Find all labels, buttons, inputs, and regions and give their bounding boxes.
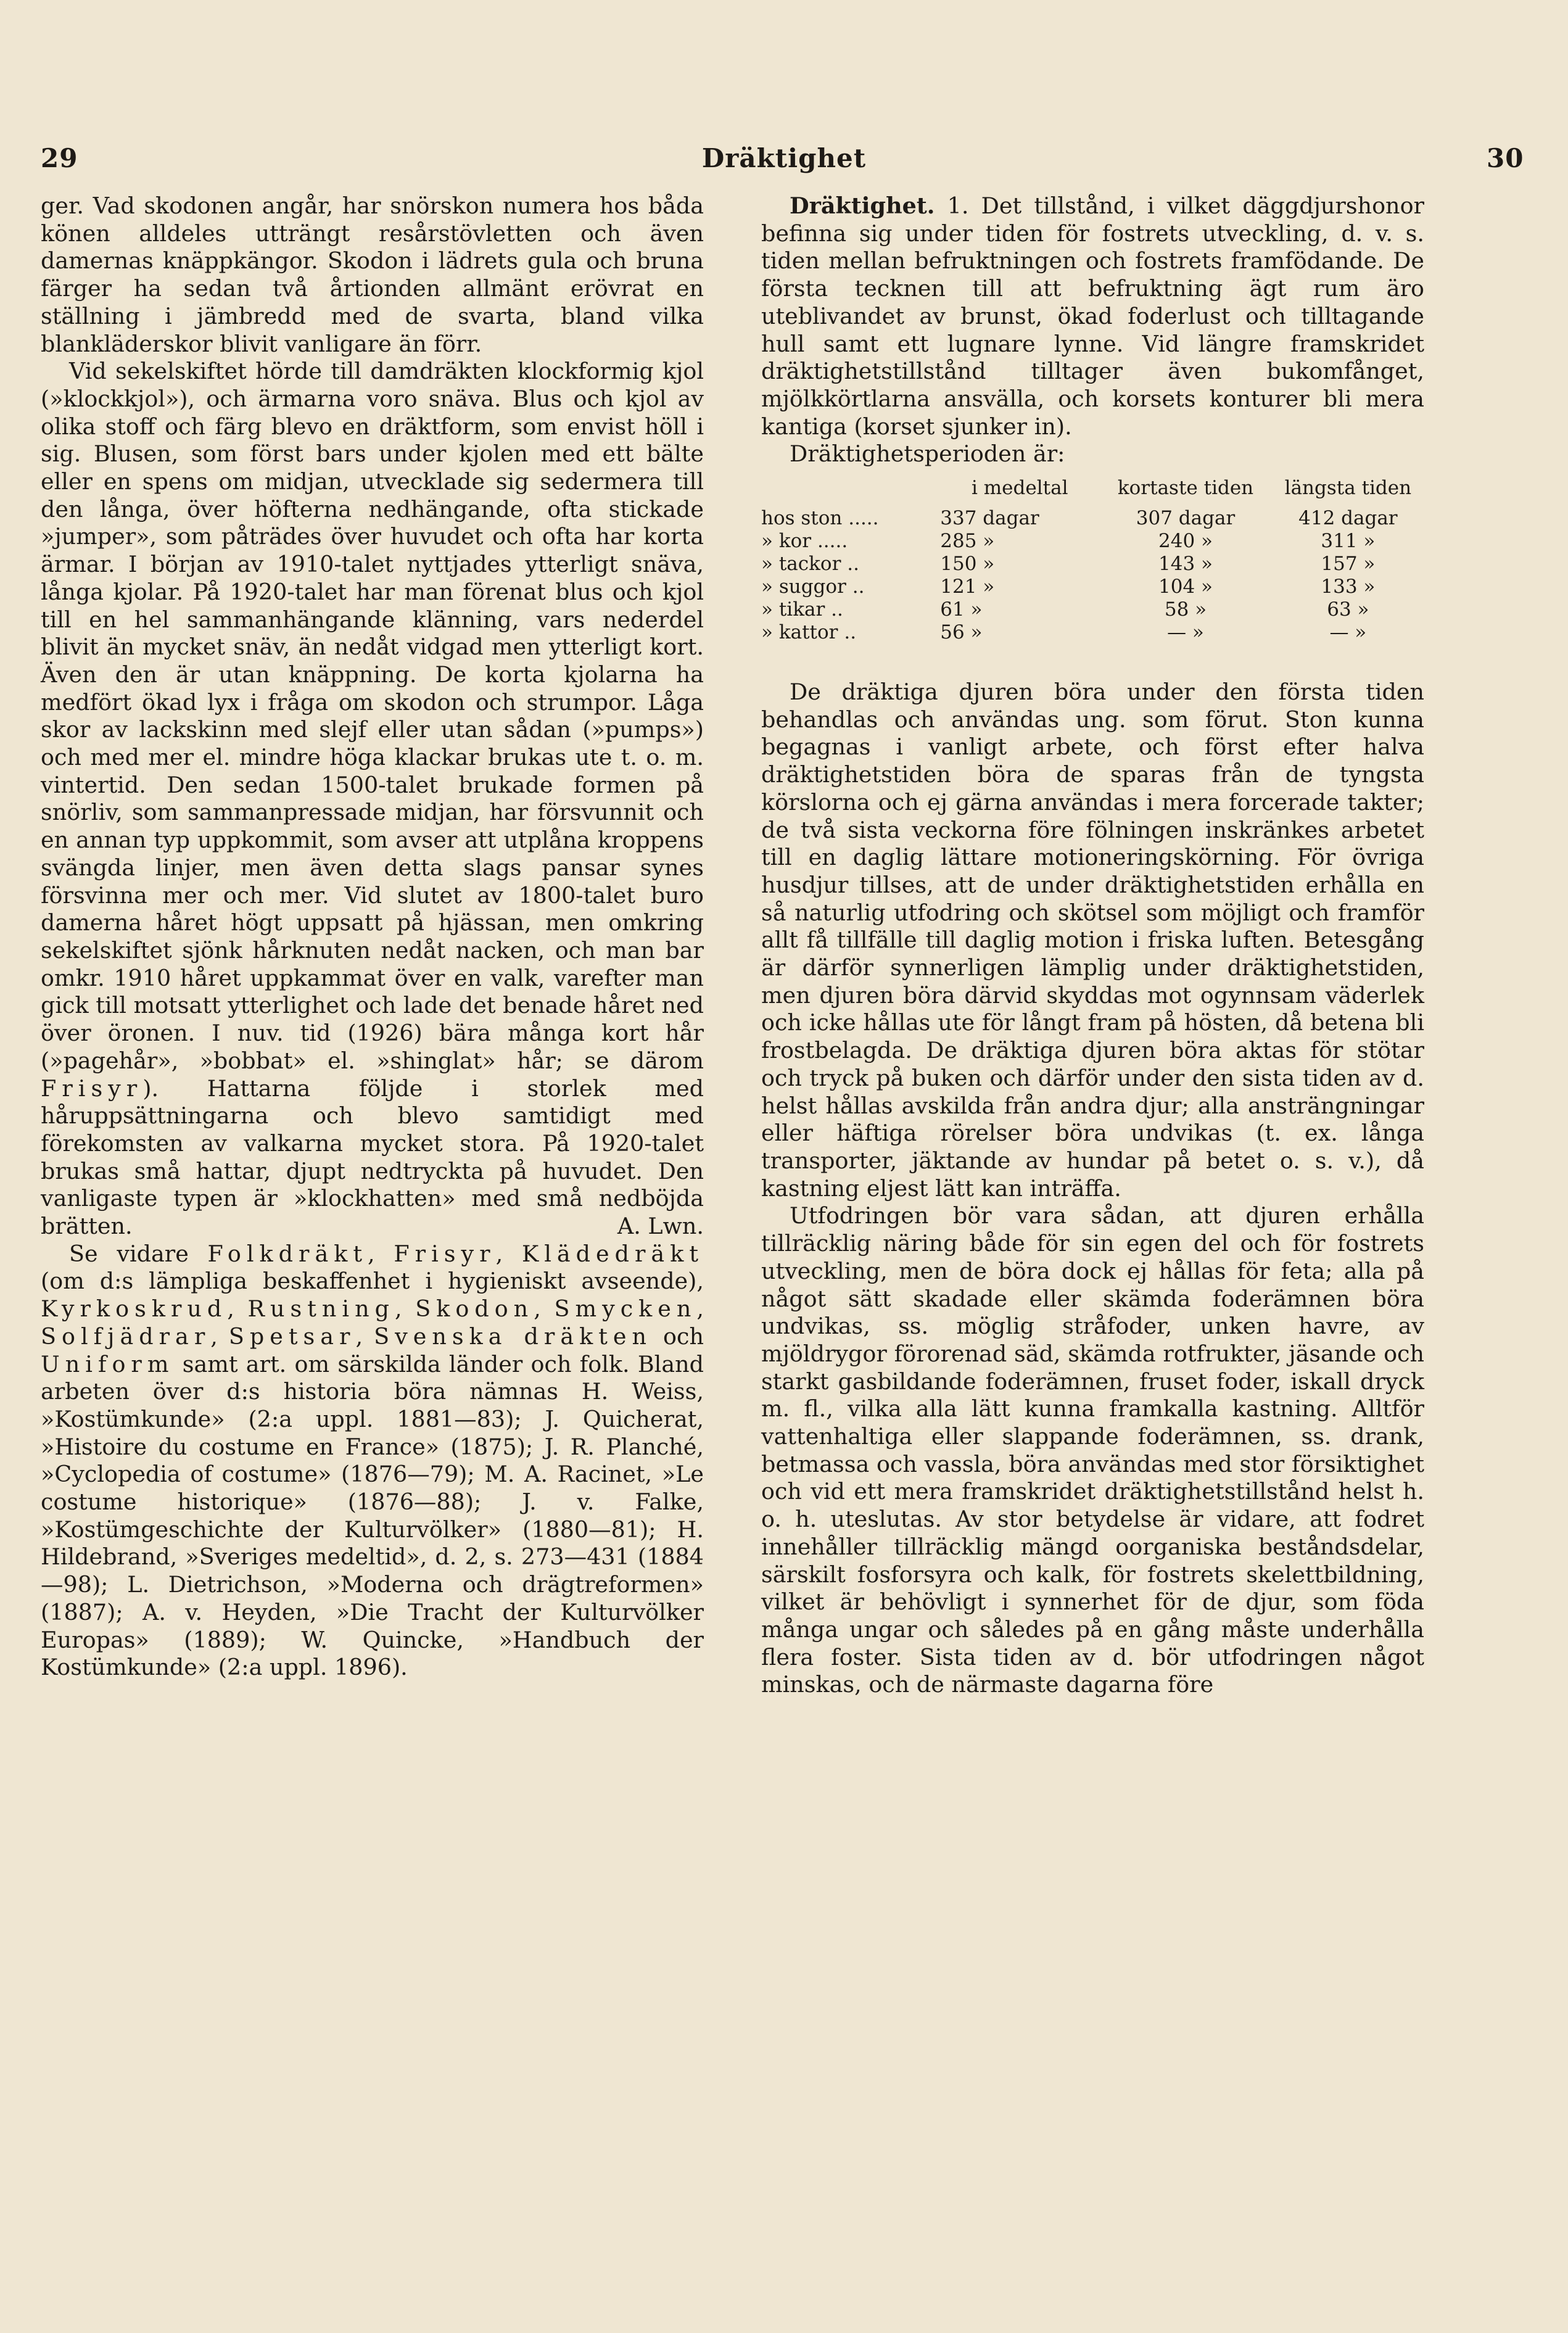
- page-number-left: 29: [41, 143, 78, 173]
- separator: och: [652, 1323, 704, 1350]
- column-header: [761, 477, 940, 507]
- xref-frisyr[interactable]: Frisyr: [394, 1240, 496, 1267]
- animal-cell: » tackor ..: [761, 553, 859, 576]
- mean-cell: 121 »: [940, 576, 995, 598]
- bibliography-text: samt art. om särskilda länder och folk. Bland arbeten över d:s historia böra nämnas H. Weiss, »Kostümkunde» (2:a uppl. 1881—83); J. Quicherat, »Histoire du costume en France» (1875); J. R. Planché, »Cyclopedia of costume» (1876—79); M. A. Racinet, »Le costume historique» (1876—88); J. v. Falke, »Kostümgeschichte der Kulturvölker» (1880—81); H. Hildebrand, »Sveriges medeltid», d. 2, s. 273—431 (1884—98); L. Dietrichson, »Moderna och drägtreformen» (1887); A. v. Heyden, »Die Tracht der Kulturvölker Europas» (1889); W. Quincke, »Handbuch der Kostümkunde» (2:a uppl. 1896).: [41, 1350, 704, 1681]
- min-cell: 104 »: [1158, 576, 1213, 598]
- see-also-note: (om d:s lämpliga beskaffenhet i hygieniskt avseende),: [41, 1268, 704, 1295]
- min-cell: — »: [1167, 621, 1204, 644]
- table-row: [761, 530, 1424, 553]
- left-column: [41, 192, 704, 1682]
- see-also-prefix: Se vidare: [69, 1240, 189, 1267]
- separator: ,: [696, 1295, 704, 1323]
- table-row: [761, 598, 1424, 621]
- separator: ,: [355, 1323, 374, 1350]
- paragraph-text: ). Hattarna följde i storlek med håruppsättningarna och blevo samtidigt med förekomsten av valkarna mycket stora. På 1920-talet brukas små hattar, djupt nedtryckta på huvudet. Den vanligaste typen är »klockhatten» med små nedböjda brätten.: [41, 1075, 704, 1240]
- xref-uniform[interactable]: Uniform: [41, 1350, 175, 1377]
- table-row: [761, 621, 1424, 644]
- min-cell: 240 »: [1158, 530, 1213, 553]
- column-header: i medeltal: [972, 477, 1068, 500]
- min-cell: 307 dagar: [1136, 507, 1236, 530]
- author-signature: A. Lwn.: [617, 1213, 704, 1240]
- animal-cell: » kattor ..: [761, 621, 857, 644]
- animal-cell: » kor .....: [761, 530, 848, 553]
- xref-rustning[interactable]: Rustning: [247, 1295, 395, 1323]
- mean-cell: 61 »: [940, 598, 983, 621]
- xref-skodon[interactable]: Skodon: [415, 1295, 534, 1323]
- separator: ,: [227, 1295, 248, 1323]
- paragraph-fashion-history: [41, 358, 704, 1241]
- min-cell: 58 »: [1164, 598, 1207, 621]
- xref-frisyr-inline[interactable]: Frisyr: [41, 1075, 143, 1102]
- xref-kyrkoskrud[interactable]: Kyrkoskrud: [41, 1295, 228, 1323]
- xref-kladedrakt[interactable]: Klädedräkt: [521, 1240, 704, 1267]
- max-cell: — »: [1329, 621, 1367, 644]
- max-cell: 63 »: [1327, 598, 1369, 621]
- max-cell: 157 »: [1321, 553, 1376, 576]
- separator: ,: [394, 1295, 416, 1323]
- xref-svenska-drakten[interactable]: Svenska dräkten: [374, 1323, 653, 1350]
- column-header: längsta tiden: [1284, 477, 1412, 500]
- table-row: [761, 553, 1424, 576]
- xref-folkdrakt[interactable]: Folkdräkt: [207, 1240, 368, 1267]
- paragraph-feeding: Utfodringen bör vara sådan, att djuren erhålla tillräcklig näring både för sin egen del och för fostrets utveckling, men de böra dock ej hållas för feta; alla på något sätt skadade eller skämda foderämnen böra undvikas, ss. möglig stråfoder, unken havre, av mjöldrygor förorenad säd, skämda rotfrukter, jäsande och starkt gasbildande foderämnen, fruset foder, iskall dryck m. fl., vilka alla lätt kunna framkalla kastning. Alltför vattenhaltiga eller slappande foderämnen, ss. drank, betmassa och vassla, böra användas med stor försiktighet och vid ett mera framskridet dräktighetstillstånd helst h. o. h. uteslutas. Av stor betydelse är vidare, att fodret innehåller tillräcklig mängd oorganiska beståndsdelar, särskilt fosforsyra och kalk, för fostrets skelettbildning, vilket är behövligt i synnerhet för de djur, som föda många ungar och således på en gång måste underhålla flera foster. Sista tiden av d. bör utfodringen något minskas, och de närmaste dagarna före: [761, 1202, 1424, 1698]
- table-header-row: [761, 477, 1424, 507]
- separator: ,: [495, 1240, 522, 1267]
- xref-solfjadrar[interactable]: Solfjädrar: [41, 1323, 211, 1350]
- table-intro: Dräktighetsperioden är:: [790, 440, 1065, 468]
- gestation-table: [761, 477, 1424, 644]
- running-header-title: Dräktighet: [701, 143, 867, 173]
- mean-cell: 337 dagar: [940, 507, 1039, 530]
- mean-cell: 285 »: [940, 530, 995, 553]
- animal-cell: » suggor ..: [761, 576, 865, 598]
- max-cell: 133 »: [1321, 576, 1376, 598]
- right-column: [761, 192, 1424, 1699]
- separator: ,: [210, 1323, 229, 1350]
- separator: ,: [368, 1240, 394, 1267]
- separator: ,: [534, 1295, 555, 1323]
- xref-spetsar[interactable]: Spetsar: [228, 1323, 356, 1350]
- animal-cell: » tikar ..: [761, 598, 843, 621]
- min-cell: 143 »: [1158, 553, 1213, 576]
- table-row: [761, 576, 1424, 598]
- xref-smycken[interactable]: Smycken: [554, 1295, 697, 1323]
- column-header: kortaste tiden: [1117, 477, 1254, 500]
- page-number-right: 30: [1487, 143, 1524, 173]
- mean-cell: 150 »: [940, 553, 995, 576]
- table-row: [761, 507, 1424, 530]
- paragraph-shoes: ger. Vad skodonen angår, har snörskon numera hos båda könen alldeles utträngt resårstövletten och även damernas knäppkängor. Skodon i lädrets gula och bruna färger ha sedan två årtionden allmänt erövrat en ställning i jämbredd med de svarta, bland vilka blankläderskor blivit vanligare än förr.: [41, 192, 704, 357]
- paragraph-definition: [761, 192, 1424, 440]
- paragraph-text: 1. Det tillstånd, i vilket däggdjurshonor befinna sig under tiden för fostrets utveckling, d. v. s. tiden mellan befruktningen och fostrets framfödande. De första tecknen till att befruktning ägt rum äro uteblivandet av brunst, ökad foderlust och tilltagande hull samt ett lugnare lynne. Vid längre framskridet dräktighetstillstånd tilltager även bukomfånget, mjölkkörtlarna ansvälla, och korsets konturer bli mera kantiga (korset sjunker in).: [761, 192, 1424, 440]
- max-cell: 311 »: [1321, 530, 1376, 553]
- animal-cell: hos ston .....: [761, 507, 879, 530]
- max-cell: 412 dagar: [1298, 507, 1398, 530]
- paragraph-care: De dräktiga djuren böra under den första tiden behandlas och användas ung. som förut. Ston kunna begagnas i vanligt arbete, och först efter halva dräktighetstiden böra de sparas från de tyngsta körslorna och ej gärna användas i mera forcerade takter; de två sista veckorna före fölningen inskränkes arbetet till en daglig lättare motioneringskörning. För övriga husdjur tillses, att de under dräktighetstiden erhålla en så naturlig utfodring och skötsel som möjligt och framför allt få tillfälle till daglig motion i friska luften. Betesgång är därför synnerligen lämplig under dräktighetstiden, men djuren böra därvid skyddas mot ogynnsam väderlek och icke hållas ute för långt fram på hösten, då betena bli frostbelagda. De dräktiga djuren böra aktas för stötar och tryck på buken och därför under den sista tiden av d. helst hållas avskilda från andra djur; alla ansträngningar eller häftiga rörelser böra undvikas (t. ex. långa transporter, jäktande av hundar på betet o. s. v.), då kastning eljest lätt kan inträffa.: [761, 679, 1424, 1202]
- paragraph-see-also: [41, 1241, 704, 1682]
- paragraph-text: Vid sekelskiftet hörde till damdräkten klockformig kjol (»klockkjol»), och ärmarna voro snäva. Blus och kjol av olika stoff och färg blevo en dräktform, som envist höll i sig. Blusen, som först bars under kjolen med ett bälte eller en spens om midjan, utvecklade sig sedermera till den långa, över höfterna nedhängande, ofta stickade »jumper», som påträdes över huvudet och ofta har korta ärmar. I början av 1910-talet nyttjades ytterligt snäva, långa kjolar. På 1920-talet har man förenat blus och kjol till en hel sammanhängande klänning, vars nederdel blivit än mycket snäv, än nedåt vidgad men ytterligt kort. Även den är utan knäppning. De korta kjolarna ha medfört ökad lyx i fråga om skodon och strumpor. Låga skor av lackskinn med slejf eller utan sådan (»pumps») och med mer el. mindre höga klackar brukas ute t. o. m. vintertid. Den sedan 1500-talet brukade formen på snörliv, som sammanpressade midjan, har försvunnit och en annan typ uppkommit, som avser att utplåna kroppens svängda linjer, men även detta slags pansar synes försvinna mer och mer. Vid slutet av 1800-talet buro damerna håret högt uppsatt på hjässan, men omkring sekelskiftet sjönk hårknuten nedåt nacken, och man bar omkr. 1910 håret uppkammat över en valk, varefter man gick till motsatt ytterlighet och lade det benade håret ned över öronen. I nuv. tid (1926) bära många kort hår (»pagehår», »bobbat» el. »shinglat» hår; se därom: [41, 358, 704, 1074]
- mean-cell: 56 »: [940, 621, 983, 644]
- entry-headword: Dräktighet.: [790, 192, 935, 219]
